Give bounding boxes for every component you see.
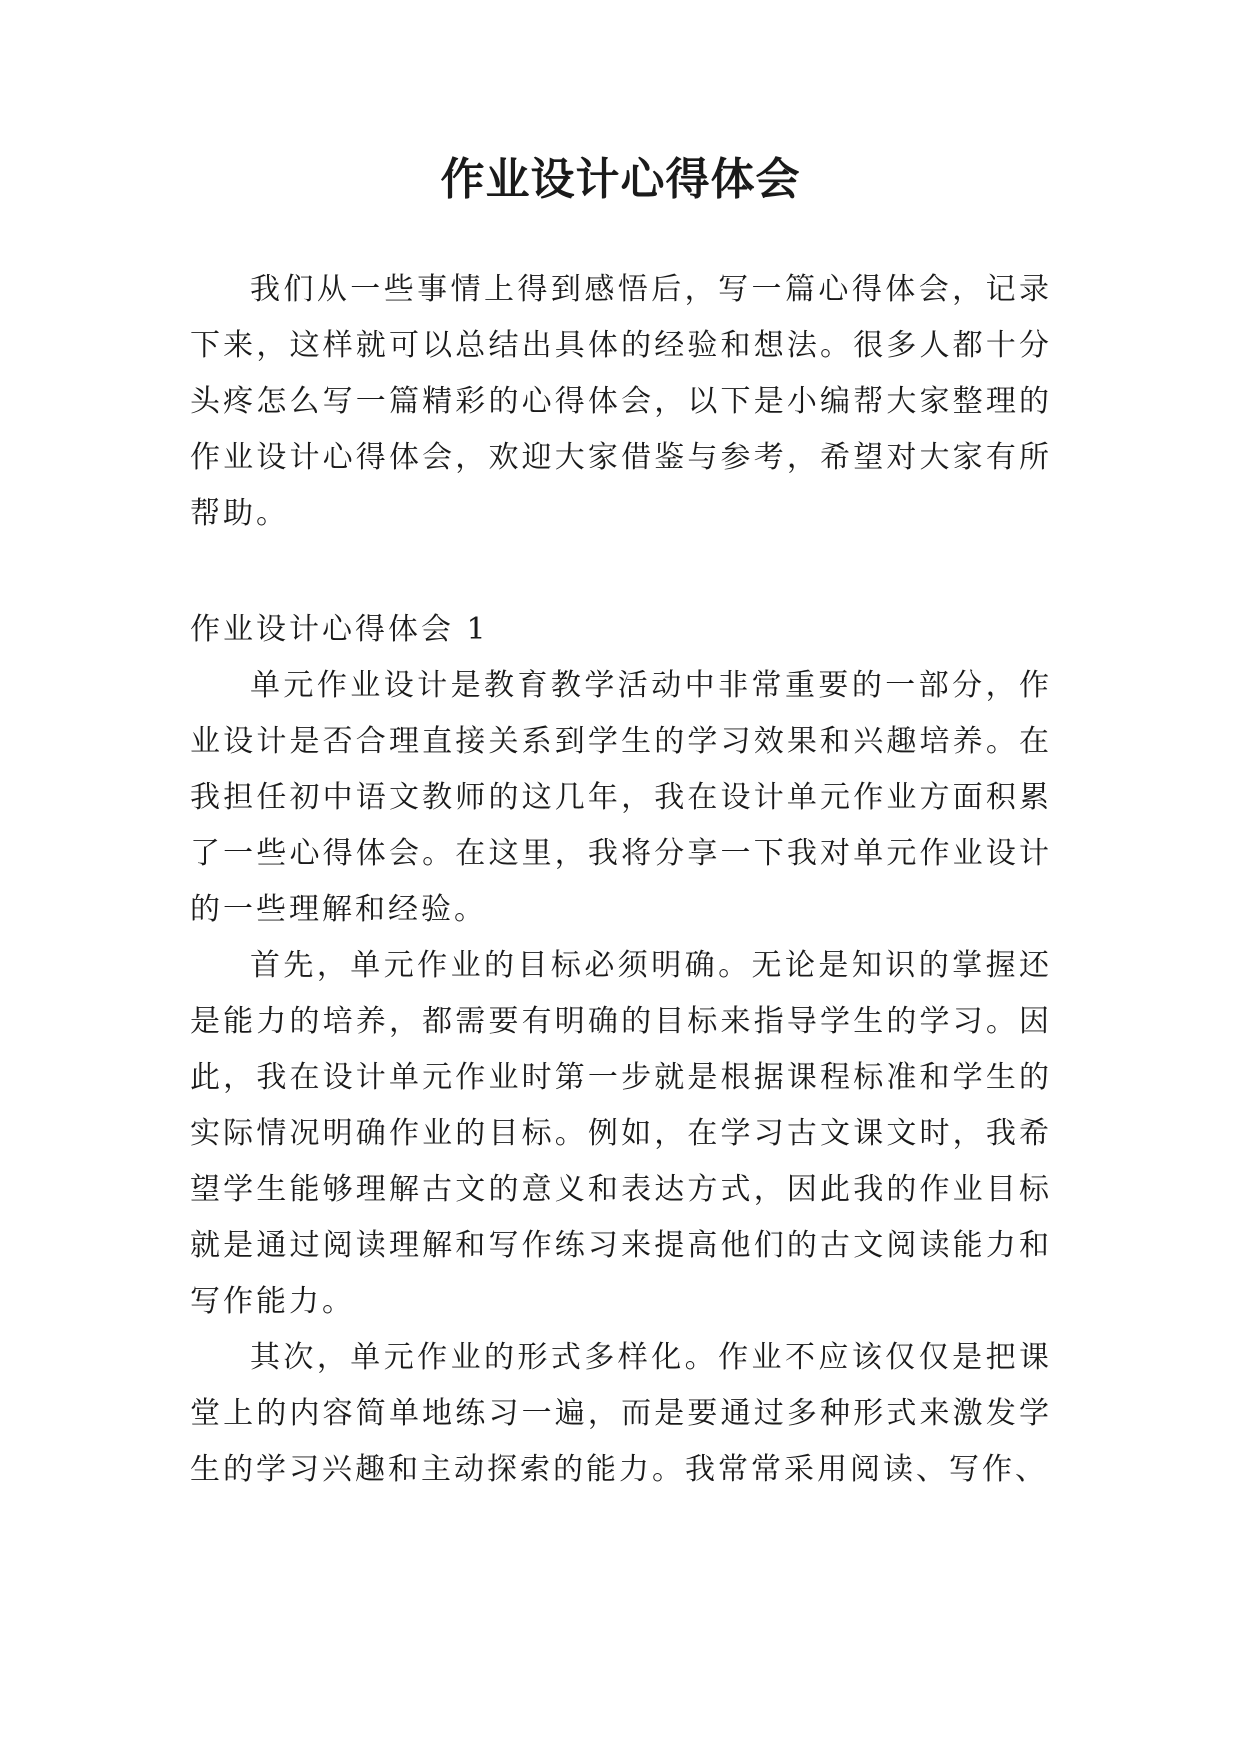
body-paragraph-2: 首先，单元作业的目标必须明确。无论是知识的掌握还是能力的培养，都需要有明确的目标来指导学生的学习。因此，我在设计单元作业时第一步就是根据课程标准和学生的实际情况明确作业的目标。例如，在学习古文课文时，我希望学生能够理解古文的意义和表达方式，因此我的作业目标就是通过阅读理解和写作练习来提高他们的古文阅读能力和写作能力。	[190, 948, 1052, 1319]
document-title: 作业设计心得体会	[440, 154, 801, 205]
document-body	[190, 262, 1052, 1498]
body-paragraph-3: 其次，单元作业的形式多样化。作业不应该仅仅是把课堂上的内容简单地练习一遍，而是要通过多种形式来激发学生的学习兴趣和主动探索的能力。我常常采用阅读、写作、	[190, 1340, 1052, 1487]
spacer	[190, 542, 1052, 602]
body-paragraph-1: 单元作业设计是教育教学活动中非常重要的一部分，作业设计是否合理直接关系到学生的学习效果和兴趣培养。在我担任初中语文教师的这几年，我在设计单元作业方面积累了一些心得体会。在这里，我将分享一下我对单元作业设计的一些理解和经验。	[190, 668, 1052, 927]
section-heading: 作业设计心得体会 1	[190, 612, 489, 647]
intro-paragraph: 我们从一些事情上得到感悟后，写一篇心得体会，记录下来，这样就可以总结出具体的经验和想法。很多人都十分头疼怎么写一篇精彩的心得体会，以下是小编帮大家整理的作业设计心得体会，欢迎大家借鉴与参考，希望对大家有所帮助。	[190, 272, 1052, 531]
